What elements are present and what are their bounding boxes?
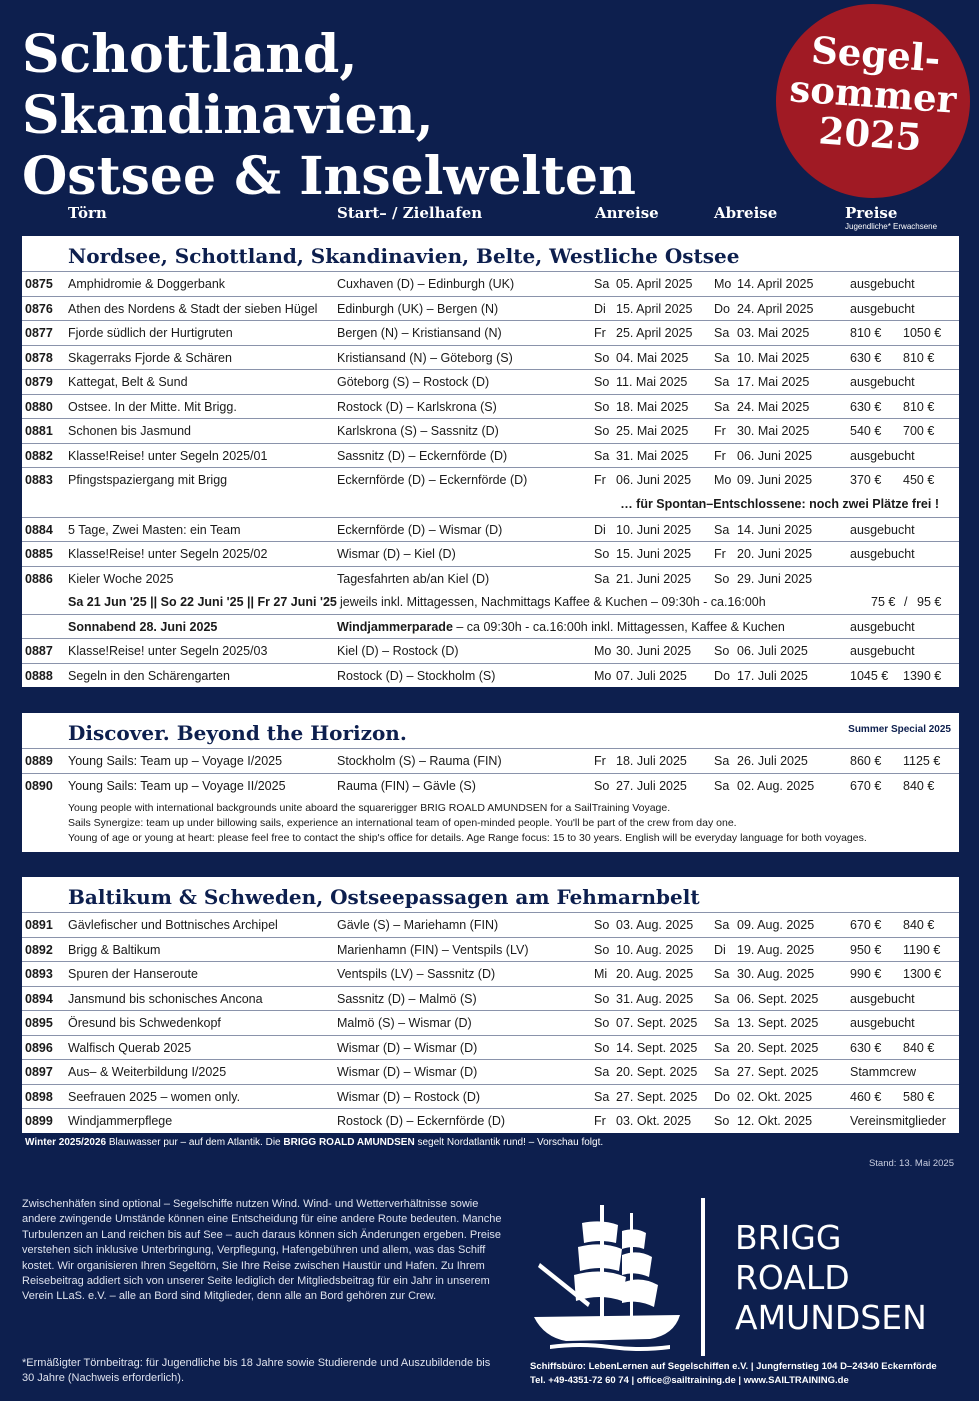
tour-route: Bergen (N) – Kristiansand (N) — [337, 326, 502, 340]
tour-name: Walfisch Querab 2025 — [68, 1040, 192, 1055]
badge-line-2: sommer — [788, 66, 958, 122]
tour-id: 0881 — [25, 424, 53, 438]
tour-route: Malmö (S) – Wismar (D) — [337, 1016, 472, 1030]
arrival-date: 18. Mai 2025 — [616, 399, 689, 414]
arrival-date: 20. Aug. 2025 — [616, 967, 694, 981]
departure-date: 24. April 2025 — [737, 301, 814, 316]
table-row — [22, 749, 959, 774]
arrival-date: 15. April 2025 — [616, 301, 693, 316]
arrival-day: Fr — [594, 754, 606, 768]
parade-info — [337, 620, 785, 634]
voyage-description — [22, 797, 959, 852]
arrival-date: 18. Juli 2025 — [616, 754, 687, 768]
tour-name: Amphidromie & Doggerbank — [68, 277, 226, 291]
arrival-day: So — [594, 1016, 610, 1030]
arrival-day: So — [594, 991, 610, 1006]
arrival-date: 03. Okt. 2025 — [616, 1114, 692, 1128]
table-row — [22, 297, 959, 322]
arrival-date: 04. Mai 2025 — [616, 350, 689, 365]
departure-date: 19. Aug. 2025 — [737, 942, 815, 957]
price-youth: 540 € — [850, 424, 882, 438]
arrival-day: So — [594, 918, 610, 932]
arrival-date: 07. Sept. 2025 — [616, 1016, 698, 1030]
section-nordsee — [22, 236, 959, 687]
tour-name: Windjammerpflege — [68, 1114, 173, 1128]
parade-date: Sonnabend 28. Juni 2025 — [68, 619, 218, 634]
departure-day: Sa — [714, 778, 730, 793]
tour-id: 0895 — [25, 1016, 53, 1030]
tour-id: 0894 — [25, 991, 53, 1006]
arrival-date: 07. Juli 2025 — [616, 668, 687, 683]
tour-status: ausgebucht — [850, 277, 915, 291]
arrival-day: So — [594, 942, 610, 957]
tour-route: Edinburgh (UK) – Bergen (N) — [337, 301, 499, 316]
table-row — [22, 774, 959, 798]
tour-name: Jansmund bis schonisches Ancona — [68, 991, 263, 1006]
spontan-note — [22, 492, 959, 518]
departure-date: 10. Mai 2025 — [737, 350, 810, 365]
price-youth: 630 € — [850, 399, 882, 414]
arrival-date: 06. Juni 2025 — [616, 473, 692, 487]
price-youth: 630 € — [850, 1040, 882, 1055]
tour-route: Rostock (D) – Stockholm (S) — [337, 668, 496, 683]
section-discover — [22, 713, 959, 852]
season-badge — [776, 4, 970, 198]
tour-name: Athen des Nordens & Stadt der sieben Hügel — [68, 301, 318, 316]
departure-date: 06. Juni 2025 — [737, 448, 813, 463]
section-title: Baltikum & Schweden, Ostseepassagen am Fehmarnbelt — [68, 885, 700, 909]
tour-id: 0891 — [25, 918, 53, 932]
departure-date: 30. Aug. 2025 — [737, 967, 815, 981]
section-title-bar — [22, 713, 959, 749]
departure-date: 27. Sept. 2025 — [737, 1065, 819, 1079]
arrival-day: Sa — [594, 448, 610, 463]
summer-special-label: Summer Special 2025 — [848, 724, 951, 735]
table-row — [22, 542, 959, 567]
arrival-date: 27. Sept. 2025 — [616, 1089, 698, 1104]
departure-day: Do — [714, 668, 730, 683]
departure-day: Fr — [714, 448, 726, 463]
tour-id: 0887 — [25, 644, 53, 658]
departure-day: So — [714, 571, 730, 586]
header-abreise: Abreise — [714, 204, 778, 222]
arrival-day: Sa — [594, 571, 610, 586]
tour-status: ausgebucht — [850, 375, 915, 389]
table-row — [22, 518, 959, 543]
arrival-date: 10. Juni 2025 — [616, 522, 692, 537]
tour-status: Stammcrew — [850, 1065, 916, 1079]
departure-day: Di — [714, 942, 726, 957]
table-row — [22, 567, 959, 591]
tour-status: ausgebucht — [850, 301, 915, 316]
departure-day: Sa — [714, 918, 730, 932]
price-adult: 1125 € — [903, 754, 941, 768]
winter-label: Winter 2025/2026 — [25, 1137, 107, 1148]
arrival-day: Sa — [594, 1065, 610, 1079]
departure-date: 26. Juli 2025 — [737, 754, 808, 768]
price-adult: 450 € — [903, 473, 935, 487]
price-adult: 840 € — [903, 778, 935, 793]
brand-line-3: AMUNDSEN — [735, 1298, 927, 1337]
price-adult: 840 € — [903, 1040, 935, 1055]
tour-id: 0888 — [25, 668, 53, 683]
table-row — [22, 938, 959, 963]
table-row — [22, 1060, 959, 1085]
departure-date: 24. Mai 2025 — [737, 399, 810, 414]
contact-info — [530, 1360, 937, 1388]
tour-name: Klasse!Reise! unter Segeln 2025/01 — [68, 448, 268, 463]
departure-day: So — [714, 644, 730, 658]
departure-date: 14. Juni 2025 — [737, 522, 813, 537]
header-preise: Preise — [845, 204, 898, 222]
contact-line-2: Tel. +49-4351-72 60 74 | office@sailtraining.de | www.SAILTRAINING.de — [530, 1375, 849, 1386]
tour-status: Vereinsmitglieder — [850, 1114, 946, 1128]
departure-date: 20. Sept. 2025 — [737, 1040, 819, 1055]
arrival-day: Mo — [594, 644, 612, 658]
departure-day: Do — [714, 301, 730, 316]
departure-date: 17. Mai 2025 — [737, 375, 810, 389]
parade-text: – ca 09:30h - ca.16:00h inkl. Mittagessen, Kaffee & Kuchen — [452, 619, 785, 634]
departure-day: Sa — [714, 754, 730, 768]
price-adult: 1190 € — [903, 942, 941, 957]
departure-day: Sa — [714, 1016, 730, 1030]
tour-id: 0896 — [25, 1040, 53, 1055]
section-baltikum — [22, 877, 959, 1133]
arrival-day: So — [594, 399, 610, 414]
tour-name: Brigg & Baltikum — [68, 942, 161, 957]
description-line: Sails Synergize: team up under billowing sails, experience an international team of open-minded people. You'll be part of the crew from day one. — [68, 817, 737, 829]
tour-route: Wismar (D) – Wismar (D) — [337, 1065, 478, 1079]
spontan-text: … für Spontan–Entschlossene: noch zwei Plätze frei ! — [620, 496, 939, 511]
tour-name: Skagerraks Fjorde & Schären — [68, 350, 232, 365]
sailing-ship-icon — [530, 1203, 690, 1353]
arrival-date: 31. Mai 2025 — [616, 448, 689, 463]
departure-date: 17. Juli 2025 — [737, 668, 808, 683]
arrival-day: Fr — [594, 326, 606, 340]
table-row — [22, 346, 959, 371]
description-line: Young of age or young at heart: please feel free to contact the ship's office for details. Age Range focus: 15 to 30 years. English will be everyday language for both voyages. — [68, 832, 867, 844]
arrival-day: Di — [594, 301, 606, 316]
arrival-day: Mi — [594, 967, 608, 981]
tour-name: Klasse!Reise! unter Segeln 2025/03 — [68, 644, 268, 658]
tour-route: Marienhamn (FIN) – Ventspils (LV) — [337, 942, 529, 957]
tour-status: ausgebucht — [850, 522, 915, 537]
tour-route: Eckernförde (D) – Eckernförde (D) — [337, 473, 528, 487]
tour-name: Gävlefischer und Bottnisches Archipel — [68, 918, 278, 932]
winter-text-1: Blauwasser pur – auf dem Atlantik. Die — [106, 1137, 284, 1148]
arrival-day: So — [594, 1040, 610, 1055]
departure-day: Mo — [714, 473, 732, 487]
page-title — [22, 24, 762, 207]
tour-name: Öresund bis Schwedenkopf — [68, 1016, 221, 1030]
kiel-text: jeweils inkl. Mittagessen, Nachmittags Kaffee & Kuchen – 09:30h - ca.16:00h — [340, 595, 766, 609]
departure-day: Sa — [714, 399, 730, 414]
arrival-day: Fr — [594, 473, 606, 487]
arrival-date: 10. Aug. 2025 — [616, 942, 694, 957]
price-adult: 700 € — [903, 424, 935, 438]
price-adult: 840 € — [903, 918, 935, 932]
tour-route: Rauma (FIN) – Gävle (S) — [337, 778, 476, 793]
tour-status: ausgebucht — [850, 547, 915, 561]
tour-id: 0878 — [25, 350, 53, 365]
price-adult: 580 € — [903, 1089, 935, 1104]
price-youth: 990 € — [850, 967, 882, 981]
price-youth: 860 € — [850, 754, 882, 768]
tour-id: 0890 — [25, 778, 53, 793]
table-row — [22, 913, 959, 938]
tour-route: Karlskrona (S) – Sassnitz (D) — [337, 424, 499, 438]
table-row — [22, 987, 959, 1012]
tour-id: 0877 — [25, 326, 53, 340]
tour-name: Kattegat, Belt & Sund — [68, 375, 188, 389]
departure-day: Fr — [714, 547, 726, 561]
tour-status: ausgebucht — [850, 991, 915, 1006]
stand-date: Stand: 13. Mai 2025 — [868, 1158, 954, 1169]
tour-id: 0879 — [25, 375, 53, 389]
departure-day: Sa — [714, 375, 730, 389]
tour-id: 0880 — [25, 399, 53, 414]
tour-route: Wismar (D) – Kiel (D) — [337, 547, 456, 561]
tour-id: 0883 — [25, 473, 53, 487]
winter-text-2: segelt Nordatlantik rund! – Vorschau folgt. — [414, 1137, 604, 1148]
tour-route: Ventspils (LV) – Sassnitz (D) — [337, 967, 496, 981]
price-adult: 1390 € — [903, 668, 942, 683]
tour-id: 0884 — [25, 522, 53, 537]
price-adult: 1300 € — [903, 967, 942, 981]
arrival-date: 15. Juni 2025 — [616, 547, 692, 561]
kiel-price-adult: 95 € — [917, 595, 942, 609]
kiel-price-sep: / — [904, 595, 908, 609]
kiel-row-1 — [22, 590, 959, 615]
header-anreise: Anreise — [595, 204, 659, 222]
arrival-date: 11. Mai 2025 — [616, 375, 688, 389]
brand-logo-text — [735, 1218, 927, 1338]
title-line-2: Ostsee & Inselwelten — [22, 146, 636, 207]
departure-date: 30. Mai 2025 — [737, 424, 810, 438]
tour-id: 0886 — [25, 571, 53, 586]
departure-day: Sa — [714, 350, 730, 365]
tour-status: ausgebucht — [850, 448, 915, 463]
departure-date: 06. Juli 2025 — [737, 644, 808, 658]
departure-date: 12. Okt. 2025 — [737, 1114, 813, 1128]
price-youth: 670 € — [850, 918, 882, 932]
tour-name: Segeln in den Schärengarten — [68, 668, 230, 683]
tour-id: 0898 — [25, 1089, 53, 1104]
departure-date: 09. Aug. 2025 — [737, 918, 815, 932]
departure-day: Mo — [714, 277, 732, 291]
tour-id: 0882 — [25, 448, 53, 463]
tour-name: Young Sails: Team up – Voyage II/2025 — [68, 778, 286, 793]
tour-route: Sassnitz (D) – Eckernförde (D) — [337, 448, 508, 463]
arrival-date: 27. Juli 2025 — [616, 778, 687, 793]
tour-route: Rostock (D) – Karlskrona (S) — [337, 399, 497, 414]
table-row — [22, 1011, 959, 1036]
tour-id: 0892 — [25, 942, 53, 957]
tour-name: Fjorde südlich der Hurtigruten — [68, 326, 233, 340]
divider-line — [701, 1198, 705, 1356]
table-row — [22, 444, 959, 469]
contact-line-1: Schiffsbüro: LebenLernen auf Segelschiffen e.V. | Jungfernstieg 104 D–24340 Eckernförde — [530, 1361, 937, 1372]
section-title-bar — [22, 236, 959, 272]
arrival-day: Mo — [594, 668, 612, 683]
departure-day: Sa — [714, 326, 730, 340]
section-title: Nordsee, Schottland, Skandinavien, Belte, Westliche Ostsee — [68, 244, 740, 268]
winter-ship: BRIGG ROALD AMUNDSEN — [283, 1137, 415, 1148]
tour-status: ausgebucht — [850, 644, 915, 658]
departure-date: 20. Juni 2025 — [737, 547, 813, 561]
header-hafen: Start– / Zielhafen — [337, 204, 483, 222]
price-youth: 670 € — [850, 778, 882, 793]
kiel-row-2 — [22, 615, 959, 640]
tour-name: 5 Tage, Zwei Masten: ein Team — [68, 522, 241, 537]
footer-note: *Ermäßigter Törnbeitrag: für Jugendliche bis 18 Jahre sowie Studierende und Auszubildende bis 30 Jahre (Nachweis erforderlich). — [22, 1357, 491, 1385]
table-row — [22, 468, 959, 492]
table-row — [22, 272, 959, 297]
tour-id: 0889 — [25, 754, 53, 768]
kiel-price-youth: 75 € — [871, 595, 896, 609]
price-youth: 950 € — [850, 942, 882, 957]
section-title: Discover. Beyond the Horizon. — [68, 721, 407, 745]
tour-route: Eckernförde (D) – Wismar (D) — [337, 522, 503, 537]
table-row — [22, 664, 959, 688]
arrival-day: Sa — [594, 277, 610, 291]
brand-line-2: ROALD — [735, 1258, 850, 1297]
brand-line-1: BRIGG — [735, 1218, 842, 1257]
departure-date: 14. April 2025 — [737, 277, 814, 291]
departure-day: Sa — [714, 1040, 730, 1055]
price-adult: 810 € — [903, 399, 935, 414]
tour-route: Tagesfahrten ab/an Kiel (D) — [337, 571, 490, 586]
arrival-date: 30. Juni 2025 — [616, 644, 692, 658]
header-toern: Törn — [68, 204, 107, 222]
tour-route: Wismar (D) – Wismar (D) — [337, 1040, 478, 1055]
departure-date: 02. Aug. 2025 — [737, 778, 815, 793]
table-row — [22, 321, 959, 346]
arrival-date: 03. Aug. 2025 — [616, 918, 694, 932]
arrival-day: Di — [594, 522, 606, 537]
tour-id: 0885 — [25, 547, 53, 561]
tour-name: Klasse!Reise! unter Segeln 2025/02 — [68, 547, 268, 561]
arrival-date: 21. Juni 2025 — [616, 571, 692, 586]
arrival-day: So — [594, 547, 610, 561]
tour-name: Schonen bis Jasmund — [68, 424, 191, 438]
parade-status: ausgebucht — [850, 619, 915, 634]
tour-route: Wismar (D) – Rostock (D) — [337, 1089, 481, 1104]
arrival-day: Sa — [594, 1089, 610, 1104]
tour-route: Rostock (D) – Eckernförde (D) — [337, 1114, 506, 1128]
departure-date: 13. Sept. 2025 — [737, 1016, 819, 1030]
departure-date: 03. Mai 2025 — [737, 326, 810, 340]
arrival-date: 14. Sept. 2025 — [616, 1040, 698, 1055]
price-adult: 810 € — [903, 350, 935, 365]
section-title-bar — [22, 877, 959, 913]
tour-route: Cuxhaven (D) – Edinburgh (UK) — [337, 277, 515, 291]
departure-day: Sa — [714, 991, 730, 1006]
departure-date: 06. Sept. 2025 — [737, 991, 819, 1006]
tour-name: Spuren der Hanseroute — [68, 967, 198, 981]
departure-date: 29. Juni 2025 — [737, 571, 813, 586]
tour-route: Kiel (D) – Rostock (D) — [337, 644, 459, 658]
table-row — [22, 395, 959, 420]
tour-name: Ostsee. In der Mitte. Mit Brigg. — [68, 399, 237, 414]
departure-day: Sa — [714, 1065, 730, 1079]
badge-line-1: Segel- — [809, 27, 942, 81]
arrival-day: Fr — [594, 1114, 606, 1128]
departure-day: Sa — [714, 522, 730, 537]
arrival-day: So — [594, 778, 610, 793]
arrival-date: 25. Mai 2025 — [616, 424, 689, 438]
tour-status: ausgebucht — [850, 1016, 915, 1030]
tour-id: 0899 — [25, 1114, 53, 1128]
badge-line-3: 2025 — [817, 108, 924, 160]
table-row — [22, 1085, 959, 1110]
footer-text: Zwischenhäfen sind optional – Segelschiffe nutzen Wind. Wind- und Wetterverhältnisse sowie andere zwingende Umstände können eine Entscheidung für eine andere Route bedeuten. Manche Turbulenzen an Land reichen bis auf See – auch daraus können sich Änderungen ergeben. Preise verstehen sich inklusive Unterbringung, Verpflegung, Hafengebühren und allem, was das Schiff kostet. Wir organisieren Ihren Segeltörn, Sie Ihre Reise zwischen Haustür und Hafen. Zu Ihrem Reisebeitrag addiert sich von unserer Seite lediglich der Mitgliedsbeitrag für ein Jahr in unserem Verein LLaS. e.V. – alle an Bord sind Mitglieder, denn alle an Bord gehören zur Crew. — [22, 1198, 502, 1303]
price-youth: 810 € — [850, 326, 882, 340]
arrival-date: 25. April 2025 — [616, 326, 693, 340]
departure-day: Fr — [714, 424, 726, 438]
arrival-day: So — [594, 350, 610, 365]
arrival-day: So — [594, 424, 610, 438]
tour-name: Young Sails: Team up – Voyage I/2025 — [68, 754, 283, 768]
table-row — [22, 370, 959, 395]
table-row — [22, 419, 959, 444]
price-youth: 460 € — [850, 1089, 882, 1104]
tour-route: Stockholm (S) – Rauma (FIN) — [337, 754, 502, 768]
description-line: Young people with international backgrounds unite aboard the squarerigger BRIG ROALD AMUNDSEN for a SailTraining Voyage. — [68, 802, 671, 814]
tour-name: Seefrauen 2025 – women only. — [68, 1089, 241, 1104]
arrival-day: So — [594, 375, 610, 389]
tour-route: Göteborg (S) – Rostock (D) — [337, 375, 490, 389]
kiel-dates: Sa 21 Jun '25 || So 22 Juni '25 || Fr 27 Juni '25 — [68, 595, 337, 609]
tour-id: 0876 — [25, 301, 53, 316]
table-row — [22, 962, 959, 987]
tour-route: Kristiansand (N) – Göteborg (S) — [337, 350, 513, 365]
table-row — [22, 1036, 959, 1061]
departure-day: Do — [714, 1089, 730, 1104]
departure-date: 09. Juni 2025 — [737, 473, 813, 487]
table-row — [22, 1109, 959, 1133]
price-adult: 1050 € — [903, 326, 942, 340]
tour-route: Gävle (S) – Mariehamn (FIN) — [337, 918, 499, 932]
tour-id: 0897 — [25, 1065, 53, 1079]
departure-day: So — [714, 1114, 730, 1128]
header-preise-sub: Jugendliche* Erwachsene — [845, 222, 938, 231]
tour-name: Aus– & Weiterbildung I/2025 — [68, 1065, 227, 1079]
tour-id: 0875 — [25, 277, 53, 291]
arrival-date: 20. Sept. 2025 — [616, 1065, 698, 1079]
tour-id: 0893 — [25, 967, 53, 981]
arrival-date: 05. April 2025 — [616, 277, 693, 291]
title-line-1: Schottland, Skandinavien, — [22, 24, 434, 146]
tour-name: Kieler Woche 2025 — [68, 571, 174, 586]
arrival-date: 31. Aug. 2025 — [616, 991, 694, 1006]
parade-title: Windjammerparade — [337, 619, 453, 634]
tour-route: Sassnitz (D) – Malmö (S) — [337, 991, 477, 1006]
departure-day: Sa — [714, 967, 730, 981]
winter-preview — [25, 1137, 603, 1148]
price-youth: 1045 € — [850, 668, 889, 683]
tour-name: Pfingstspaziergang mit Brigg — [68, 473, 228, 487]
price-youth: 630 € — [850, 350, 882, 365]
table-row — [22, 639, 959, 664]
price-youth: 370 € — [850, 473, 882, 487]
departure-date: 02. Okt. 2025 — [737, 1089, 813, 1104]
